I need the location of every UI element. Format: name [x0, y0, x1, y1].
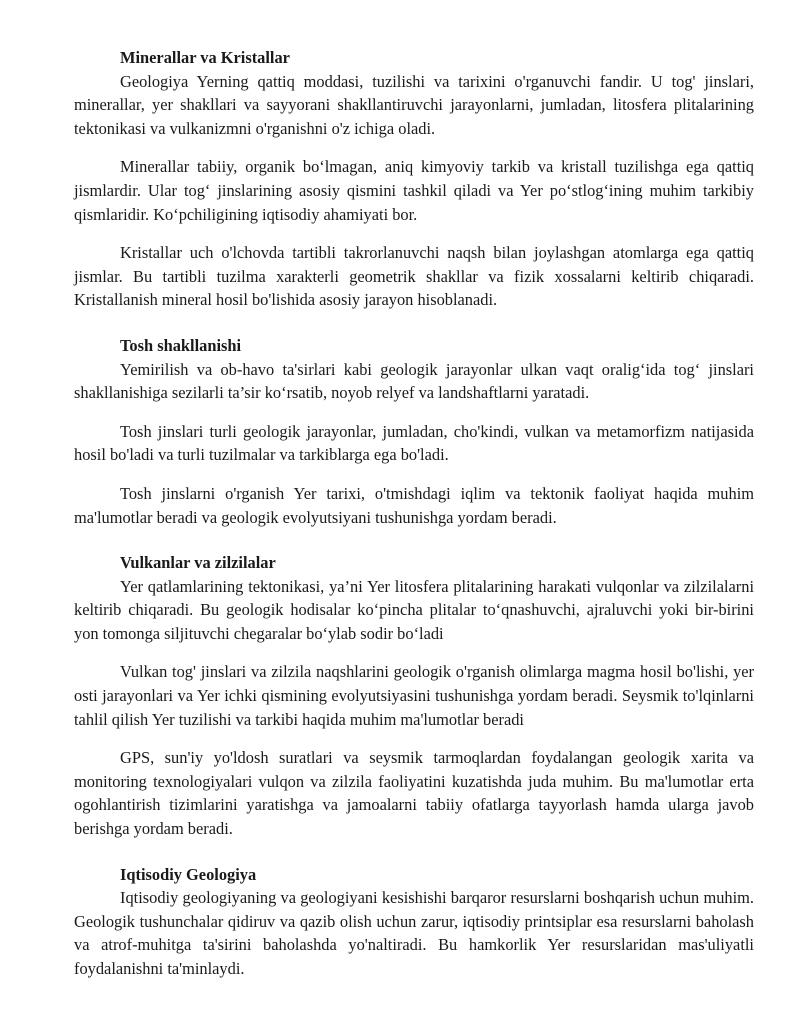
section-tosh: [74, 334, 754, 529]
paragraph: GPS, sun'iy yo'ldosh suratlari va seysmik tarmoqlardan foydalangan geologik xarita va monitoring texnologiyalari vulqon va zilzila faoliyatini kuzatishda juda muhim. Bu ma'lumotlar erta ogohlantirish tizimlarini yaratishga va jamoalarni tabiiy ofatlarga tayyorlash hamda ularga javob berishga yordam beradi.: [74, 748, 754, 839]
paragraph: Tosh jinslari turli geologik jarayonlar, jumladan, cho'kindi, vulkan va metamorfizm natijasida hosil bo'ladi va turli tuzilmalar va tarkiblarga ega bo'ladi.: [74, 421, 754, 465]
section-minerallar: [74, 46, 754, 312]
paragraph: Vulkan tog' jinslari va zilzila naqshlarini geologik o'rganish olimlarga magma hosil bo'lishi, yer osti jarayonlari va Yer ichki qismining evolyutsiyasini tushunishga yordam beradi. Seysmik to'lqinlarni tahlil qilish Yer tuzilishi va tarkibi haqida muhim ma'lumotlar beradi: [74, 662, 754, 729]
paragraph: Minerallar tabiiy, organik bo‘lmagan, aniq kimyoviy tarkib va kristall tuzilishga ega qattiq jismlardir. Ular tog‘ jinslarining asosiy qismini tashkil qiladi va Yer po‘stlog‘ining muhim tarkibiy qismlaridir. Ko‘pchiligining iqtisodiy ahamiyati bor.: [74, 157, 754, 224]
section-heading: Iqtisodiy Geologiya: [120, 864, 257, 884]
section-heading: Vulkanlar va zilzilalar: [120, 553, 276, 573]
paragraph: Tosh jinslarni o'rganish Yer tarixi, o'tmishdagi iqlim va tektonik faoliyat haqida muhim ma'lumotlar beradi va geologik evolyutsiyani tushunishga yordam beradi.: [74, 483, 754, 527]
section-heading: Tosh shakllanishi: [120, 335, 242, 355]
paragraph: Yer qatlamlarining tektonikasi, ya’ni Yer litosfera plitalarining harakati vulqonlar va zilzilalarni keltirib chiqaradi. Bu geologik hodisalar ko‘pincha plitalar to‘qnashuvchi, ajraluvchi yoki bir-birini yon tomonga siljituvchi chegaralar bo‘ylab sodir bo‘ladi: [74, 576, 754, 643]
paragraph: Geologiya Yerning qattiq moddasi, tuzilishi va tarixini o'rganuvchi fandir. U tog' jinslari, minerallar, yer shakllari va sayyorani shakllantiruvchi jarayonlarni, jumladan, litosfera plitalarining tektonikasi va vulkanizmni o'rganishni o'z ichiga oladi.: [74, 71, 754, 138]
paragraph: Iqtisodiy geologiyaning va geologiyani kesishishi barqaror resurslarni boshqarish uchun muhim. Geologik tushunchalar qidiruv va qazib olish uchun zarur, iqtisodiy printsiplar esa resurslarni baholash va atrof-muhitga ta'sirini baholashda yo'naltiradi. Bu hamkorlik Yer resurslaridan mas'uliyatli foydalanishni ta'minlaydi.: [74, 888, 754, 978]
paragraph: Kristallar uch o'lchovda tartibli takrorlanuvchi naqsh bilan joylashgan atomlarga ega qattiq jismlar. Bu tartibli tuzilma xarakterli geometrik shakllar va fizik xossalarni keltirib chiqaradi. Kristallanish mineral hosil bo'lishida asosiy jarayon hisoblanadi.: [74, 243, 754, 310]
paragraph: Yemirilish va ob-havo ta'sirlari kabi geologik jarayonlar ulkan vaqt oralig‘ida tog‘ jinslari shakllanishiga sezilarli ta’sir ko‘rsatib, noyob relyef va landshaftlarni yaratadi.: [74, 359, 754, 403]
section-vulkanlar: [74, 551, 754, 841]
section-iqtisodiy: [74, 863, 754, 981]
section-heading: Minerallar va Kristallar: [120, 48, 290, 67]
